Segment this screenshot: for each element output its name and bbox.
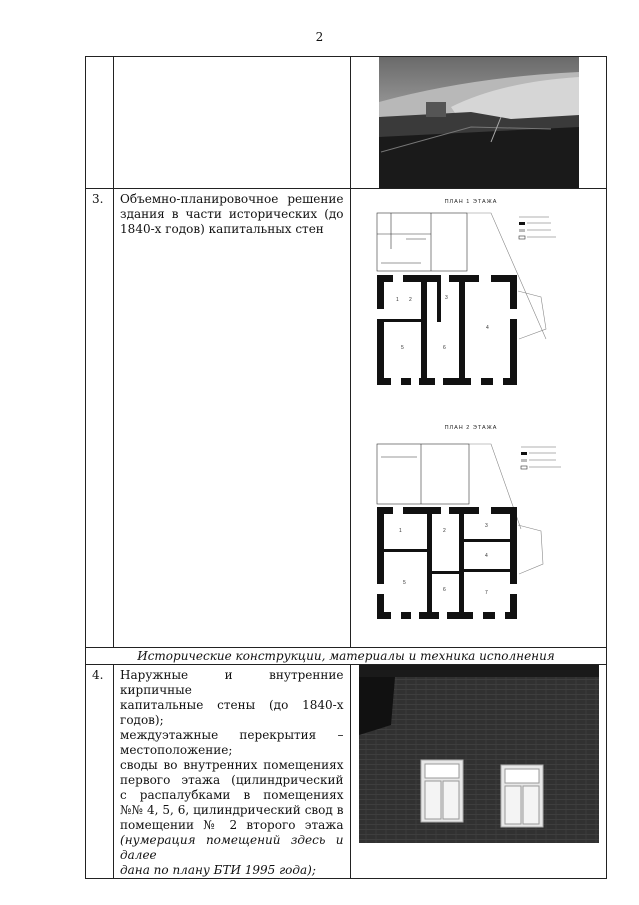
- row-description: [114, 665, 350, 879]
- description-line: с распалубками в помещениях: [120, 788, 344, 802]
- row-description: [114, 57, 350, 189]
- plan2-room-label: 3: [484, 523, 488, 529]
- plan2-title: ПЛАН 2 ЭТАЖА: [444, 425, 497, 431]
- description-line: Наружные и внутренние кирпичные: [120, 668, 344, 697]
- plan1-room-label: 2: [408, 297, 412, 303]
- plan1-walls: [377, 275, 517, 385]
- plan1-room-label: 4: [485, 325, 489, 331]
- plan2-room-label: 7: [484, 590, 488, 596]
- description-line: №№ 4, 5, 6, цилиндрический свод в: [120, 803, 344, 817]
- plan1-title: ПЛАН 1 ЭТАЖА: [444, 199, 497, 205]
- window-left: [421, 760, 463, 822]
- plan2-room-label: 5: [402, 580, 406, 586]
- description-line: своды во внутренних помещениях: [120, 758, 344, 772]
- objects-table: [85, 56, 607, 879]
- floor-plans: [351, 189, 607, 643]
- plan1-room-label: 6: [442, 345, 446, 351]
- description-line: помещении № 2 второго этажа: [120, 818, 344, 832]
- courtyard-photo: [351, 57, 607, 188]
- description-note: (нумерация помещений здесь и далее: [120, 833, 344, 862]
- description-line: междуэтажные перекрытия –: [120, 728, 344, 742]
- facade-photo-cell: [350, 57, 607, 189]
- plan2-room-label: 1: [398, 528, 402, 534]
- plan1-room-label: 3: [444, 295, 448, 301]
- plan2-room-label: 4: [484, 553, 488, 559]
- table-row: [86, 57, 607, 189]
- section-header-row: [86, 648, 607, 665]
- plan2-walls: [377, 507, 517, 619]
- plan2-room-label: 6: [442, 587, 446, 593]
- plan1-room-label: 5: [400, 345, 404, 351]
- section-title: Исторические конструкции, материалы и техника исполнения: [86, 648, 607, 665]
- description-note: дана по плану БТИ 1995 года);: [120, 863, 316, 877]
- description-line: капитальные стены (до 1840-х годов);: [120, 698, 344, 727]
- row-description: Объемно-планировочное решение здания в части исторических (до 1840-х годов) капитальных стен: [114, 189, 350, 648]
- row-number: 4.: [86, 665, 114, 879]
- floor-plans-cell: [350, 189, 607, 648]
- plan1-room-label: 1: [395, 297, 399, 303]
- description-line: первого этажа (цилиндрический: [120, 773, 344, 787]
- page-number: 2: [315, 30, 324, 44]
- brick-wall-photo: [351, 665, 607, 843]
- window-right: [501, 765, 543, 827]
- description-line: местоположение;: [120, 743, 233, 757]
- wall-photo-cell: [350, 665, 607, 879]
- plan2-room-label: 2: [442, 528, 446, 534]
- table-row: [86, 665, 607, 879]
- table-row: [86, 189, 607, 648]
- row-number: [86, 57, 114, 189]
- row-number: 3.: [86, 189, 114, 648]
